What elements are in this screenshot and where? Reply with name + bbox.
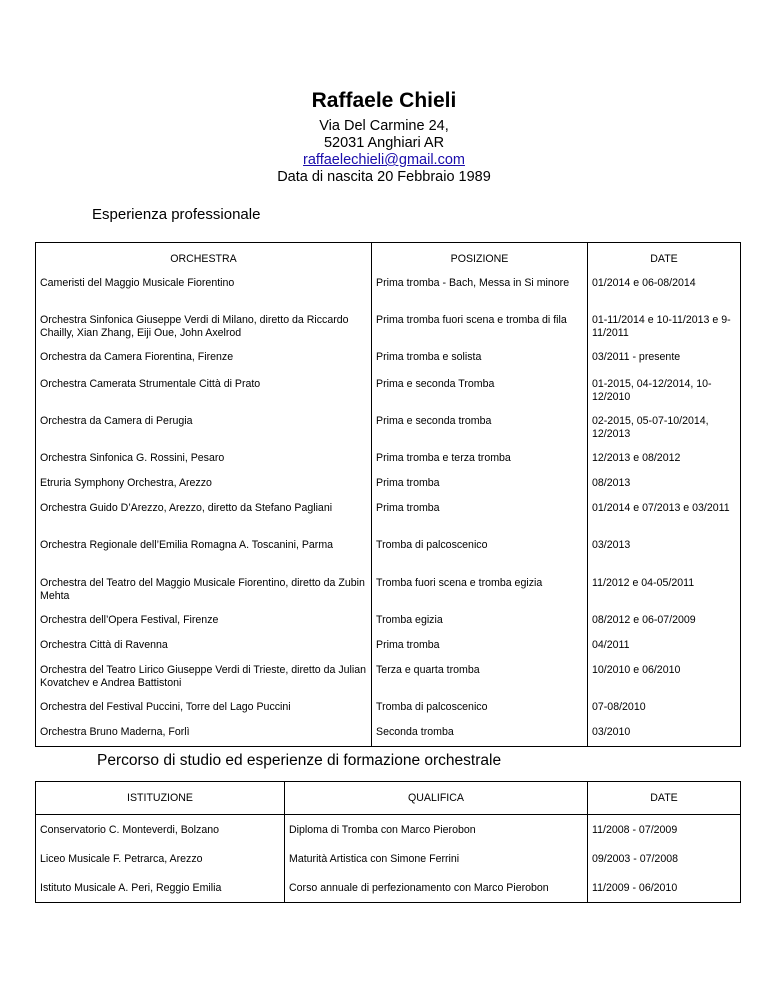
education-table — [35, 781, 741, 903]
orchestra-cell: Orchestra Sinfonica Giuseppe Verdi di Milano, diretto da Riccardo Chailly, Xian Zhang, Eiji Oue, John Axelrod — [40, 314, 349, 339]
orchestra-cell: Orchestra da Camera Fiorentina, Firenze — [40, 351, 234, 363]
table-row — [36, 662, 741, 699]
column-header-qualifica: QUALIFICA — [285, 782, 588, 815]
orchestra-cell: Orchestra Camerata Strumentale Città di Prato — [40, 378, 261, 390]
position-cell: Terza e quarta tromba — [372, 662, 588, 699]
table-header-row — [36, 782, 741, 815]
table-row — [36, 413, 741, 450]
date-cell: 08/2012 e 06-07/2009 — [588, 612, 741, 637]
table-row — [36, 612, 741, 637]
table-row — [36, 844, 741, 873]
date-cell: 11/2008 - 07/2009 — [588, 815, 741, 845]
orchestra-cell: Orchestra del Teatro Lirico Giuseppe Verdi di Trieste, diretto da Julian Kovatchev e Andrea Battistoni — [40, 664, 367, 689]
orchestra-cell: Orchestra del Festival Puccini, Torre del Lago Puccini — [40, 701, 291, 713]
date-cell: 01-11/2014 e 10-11/2013 e 9-11/2011 — [588, 312, 741, 349]
orchestra-cell: Orchestra Città di Ravenna — [40, 639, 168, 651]
institution-cell: Istituto Musicale A. Peri, Reggio Emilia — [40, 881, 222, 894]
date-cell: 04/2011 — [588, 637, 741, 662]
date-cell: 03/2010 — [588, 724, 741, 746]
date-cell: 08/2013 — [588, 475, 741, 500]
date-cell: 03/2013 — [588, 537, 741, 575]
experience-table — [35, 242, 741, 747]
date-cell: 12/2013 e 08/2012 — [588, 450, 741, 475]
table-row — [36, 637, 741, 662]
position-cell: Tromba fuori scena e tromba egizia — [372, 575, 588, 612]
position-cell: Prima tromba e solista — [372, 349, 588, 376]
institution-cell: Conservatorio C. Monteverdi, Bolzano — [40, 823, 220, 836]
orchestra-cell: Orchestra dell’Opera Festival, Firenze — [40, 614, 219, 626]
orchestra-cell: Orchestra Bruno Maderna, Forlì — [40, 726, 190, 738]
date-cell: 01/2014 e 06-08/2014 — [588, 275, 741, 312]
table-header-row — [36, 243, 741, 276]
table-row — [36, 537, 741, 575]
table-row — [36, 724, 741, 746]
date-cell: 02-2015, 05-07-10/2014, 12/2013 — [588, 413, 741, 450]
address-line-1: Via Del Carmine 24, — [319, 118, 449, 134]
column-header-istituzione: ISTITUZIONE — [36, 782, 285, 815]
qualification-cell: Diploma di Tromba con Marco Pierobon — [285, 815, 588, 845]
orchestra-cell: Cameristi del Maggio Musicale Fiorentino — [40, 277, 235, 289]
date-cell: 09/2003 - 07/2008 — [588, 844, 741, 873]
orchestra-cell: Orchestra Sinfonica G. Rossini, Pesaro — [40, 452, 225, 464]
education-section-title: Percorso di studio ed esperienze di formazione orchestrale — [97, 752, 502, 769]
table-row — [36, 815, 741, 845]
position-cell: Prima tromba e terza tromba — [372, 450, 588, 475]
institution-cell: Liceo Musicale F. Petrarca, Arezzo — [40, 852, 203, 865]
table-row — [36, 450, 741, 475]
orchestra-cell: Orchestra Guido D’Arezzo, Arezzo, diretto da Stefano Pagliani — [40, 502, 333, 514]
date-cell: 07-08/2010 — [588, 699, 741, 724]
date-cell: 03/2011 - presente — [588, 349, 741, 376]
orchestra-cell: Orchestra Regionale dell’Emilia Romagna A. Toscanini, Parma — [40, 539, 334, 551]
date-cell: 01/2014 e 07/2013 e 03/2011 — [588, 500, 741, 537]
cv-header — [0, 88, 768, 186]
table-row — [36, 873, 741, 903]
column-header-date: DATE — [588, 782, 741, 815]
column-header-posizione: POSIZIONE — [372, 243, 588, 276]
date-cell: 10/2010 e 06/2010 — [588, 662, 741, 699]
orchestra-cell: Orchestra da Camera di Perugia — [40, 415, 193, 427]
table-row — [36, 349, 741, 376]
position-cell: Tromba di palcoscenico — [372, 699, 588, 724]
table-row — [36, 500, 741, 537]
position-cell: Prima tromba — [372, 475, 588, 500]
email-link[interactable]: raffaelechieli@gmail.com — [303, 152, 465, 168]
table-row — [36, 312, 741, 349]
date-cell: 01-2015, 04-12/2014, 10-12/2010 — [588, 376, 741, 413]
position-cell: Prima e seconda Tromba — [372, 376, 588, 413]
table-row — [36, 475, 741, 500]
position-cell: Tromba di palcoscenico — [372, 537, 588, 575]
position-cell: Prima tromba — [372, 500, 588, 537]
position-cell: Prima e seconda tromba — [372, 413, 588, 450]
table-row — [36, 575, 741, 612]
position-cell: Tromba egizia — [372, 612, 588, 637]
experience-section-title: Esperienza professionale — [92, 206, 261, 223]
table-row — [36, 275, 741, 312]
qualification-cell: Maturità Artistica con Simone Ferrini — [285, 844, 588, 873]
birth-date: Data di nascita 20 Febbraio 1989 — [277, 169, 491, 185]
address-line-2: 52031 Anghiari AR — [323, 135, 445, 151]
date-cell: 11/2012 e 04-05/2011 — [588, 575, 741, 612]
orchestra-cell: Etruria Symphony Orchestra, Arezzo — [40, 477, 212, 489]
table-row — [36, 376, 741, 413]
position-cell: Prima tromba — [372, 637, 588, 662]
position-cell: Prima tromba fuori scena e tromba di fila — [372, 312, 588, 349]
column-header-orchestra: ORCHESTRA — [170, 252, 237, 265]
qualification-cell: Corso annuale di perfezionamento con Marco Pierobon — [285, 873, 588, 903]
date-cell: 11/2009 - 06/2010 — [588, 873, 741, 903]
position-cell: Prima tromba - Bach, Messa in Si minore — [372, 275, 588, 312]
orchestra-cell: Orchestra del Teatro del Maggio Musicale Fiorentino, diretto da Zubin Mehta — [40, 577, 365, 602]
person-name: Raffaele Chieli — [311, 89, 457, 112]
column-header-date: DATE — [588, 243, 741, 276]
table-row — [36, 699, 741, 724]
position-cell: Seconda tromba — [372, 724, 588, 746]
